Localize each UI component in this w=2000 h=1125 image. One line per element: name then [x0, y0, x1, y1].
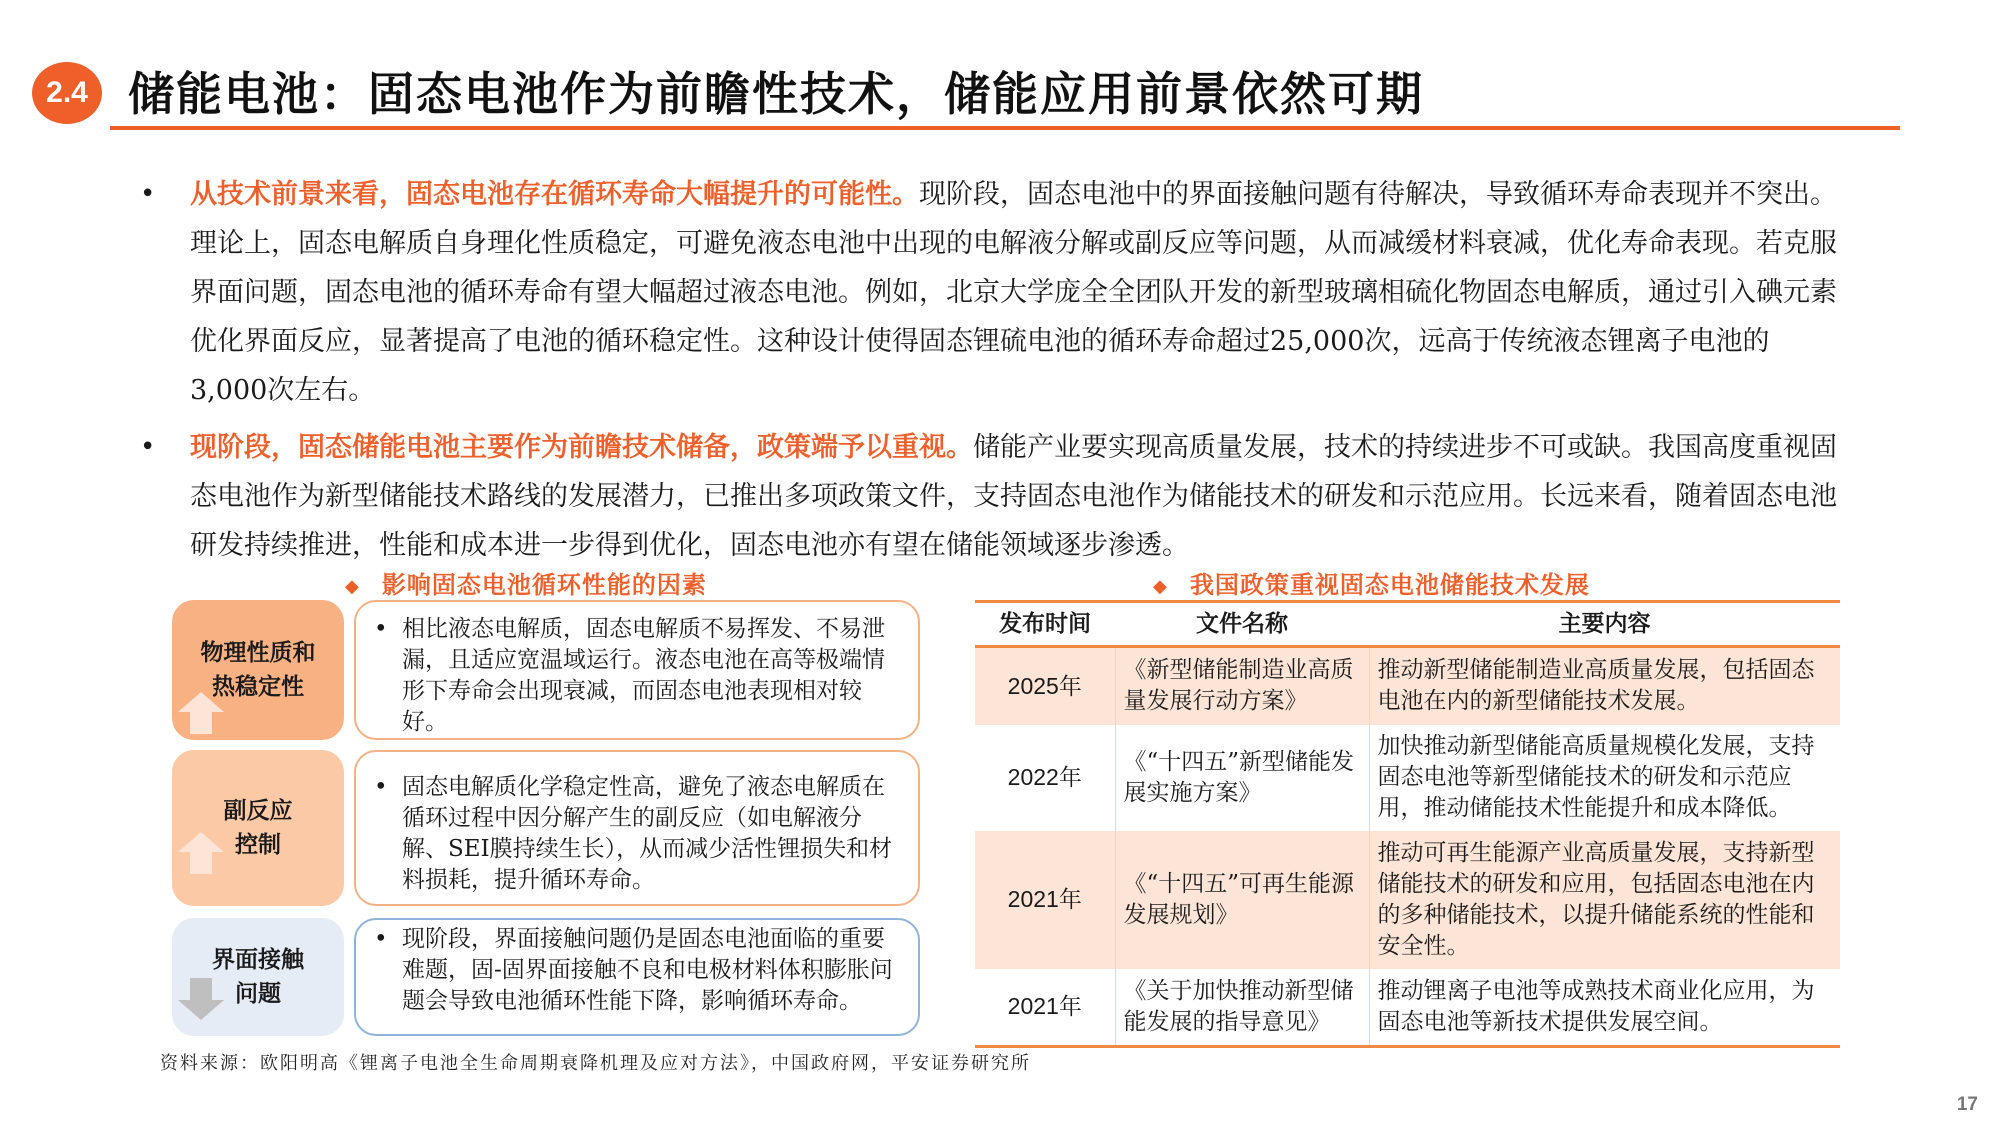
factor-label-interface: [172, 918, 344, 1036]
arrow-down-icon: [178, 978, 224, 1020]
content-cell: 推动可再生能源产业高质量发展，支持新型储能技术的研发和应用，包括固态电池在内的多种储能技术，以提升储能系统的性能和安全性。: [1369, 831, 1840, 969]
page-title: 储能电池：固态电池作为前瞻性技术，储能应用前景依然可期: [128, 67, 1424, 121]
factors-section-title: [345, 565, 707, 600]
column-header: 文件名称: [1115, 602, 1369, 647]
content-cell: 推动新型储能制造业高质量发展，包括固态电池在内的新型储能技术发展。: [1369, 647, 1840, 725]
bullet-item: [140, 170, 1840, 415]
table-header-row: [975, 602, 1840, 647]
content-cell: 加快推动新型储能高质量规模化发展，支持固态电池等新型储能技术的研发和示范应用，推动储能技术性能提升和成本降低。: [1369, 725, 1840, 831]
bullet-text: 现阶段，固态电池中的界面接触问题有待解决，导致循环寿命表现并不突出。理论上，固态电解质自身理化性质稳定，可避免液态电池中出现的电解液分解或副反应等问题，从而减缓材料衰减，优化寿命表现。若克服界面问题，固态电池的循环寿命有望大幅超过液态电池。例如，北京大学庞全全团队开发的新型玻璃相硫化物固态电解质，通过引入碘元素优化界面反应，显著提高了电池的循环稳定性。这种设计使得固态锂硫电池的循环寿命超过25,000次，远高于传统液态锂离子电池的3,000次左右。: [190, 179, 1837, 406]
bullet-item: [140, 423, 1840, 570]
factor-text: 相比液态电解质，固态电解质不易挥发、不易泄漏，且适应宽温域运行。液态电池在高等极端情形下寿命会出现衰减，而固态电池表现相对较好。: [402, 616, 885, 735]
factor-label-line: 热稳定性: [212, 674, 304, 700]
bullet-highlight: 现阶段，固态储能电池主要作为前瞻技术储备，政策端予以重视。: [190, 432, 973, 463]
table-row: [975, 725, 1840, 831]
policy-table: [975, 600, 1840, 1048]
factor-text: 固态电解质化学稳定性高，避免了液态电解质在循环过程中因分解产生的副反应（如电解液分解、SEI膜持续生长），从而减少活性锂损失和材料损耗，提升循环寿命。: [402, 774, 893, 893]
table-row: [975, 647, 1840, 725]
title-divider: [110, 126, 1900, 130]
year-cell: 2021年: [975, 969, 1115, 1047]
year-cell: 2021年: [975, 831, 1115, 969]
doc-cell: 《“十四五”可再生能源发展规划》: [1115, 831, 1369, 969]
diamond-icon: ◆: [345, 575, 360, 597]
factor-text: 现阶段，界面接触问题仍是固态电池面临的重要难题，固-固界面接触不良和电极材料体积膨胀问题会导致电池循环性能下降，影响循环寿命。: [402, 926, 893, 1014]
factor-label-line: 物理性质和: [200, 640, 316, 666]
arrow-up-icon: [178, 832, 224, 874]
diamond-icon: ◆: [1153, 575, 1168, 597]
factor-label-line: 问题: [235, 981, 281, 1007]
policy-title-text: 我国政策重视固态电池储能技术发展: [1189, 571, 1590, 599]
factor-label-line: 副反应: [223, 798, 293, 824]
column-header: 发布时间: [975, 602, 1115, 647]
bullet-dot-icon: •: [140, 432, 156, 462]
doc-cell: 《新型储能制造业高质量发展行动方案》: [1115, 647, 1369, 725]
bullet-dot-icon: •: [374, 616, 388, 642]
content-cell: 推动锂离子电池等成熟技术商业化应用，为固态电池等新技术提供发展空间。: [1369, 969, 1840, 1047]
bullet-dot-icon: •: [374, 774, 388, 800]
page-number: 17: [1956, 1094, 1978, 1115]
factor-box-side-reaction: [354, 750, 920, 906]
factor-box-interface: [354, 918, 920, 1036]
column-header: 主要内容: [1369, 602, 1840, 647]
factor-label-line: 界面接触: [212, 947, 304, 973]
arrow-up-icon: [178, 692, 224, 734]
table-row: [975, 831, 1840, 969]
factor-label-side-reaction: [172, 750, 344, 906]
doc-cell: 《“十四五”新型储能发展实施方案》: [1115, 725, 1369, 831]
doc-cell: 《关于加快推动新型储能发展的指导意见》: [1115, 969, 1369, 1047]
year-cell: 2025年: [975, 647, 1115, 725]
source-note: 资料来源：欧阳明高《锂离子电池全生命周期衰降机理及应对方法》，中国政府网，平安证券研究所: [160, 1053, 1031, 1074]
factor-box-physical: [354, 600, 920, 740]
bullet-text: 储能产业要实现高质量发展，技术的持续进步不可或缺。我国高度重视固态电池作为新型储能技术路线的发展潜力，已推出多项政策文件，支持固态电池作为储能技术的研发和示范应用。长远来看，随着固态电池研发持续推进，性能和成本进一步得到优化，固态电池亦有望在储能领域逐步渗透。: [190, 432, 1837, 561]
bullet-highlight: 从技术前景来看，固态电池存在循环寿命大幅提升的可能性。: [190, 179, 919, 210]
section-number-badge: 2.4: [32, 62, 102, 124]
policy-section-title: [1153, 565, 1590, 600]
bullet-dot-icon: •: [374, 926, 388, 952]
bullet-list: [140, 170, 1840, 578]
factors-title-text: 影响固态电池循环性能的因素: [381, 571, 707, 599]
table-row: [975, 969, 1840, 1047]
factor-label-line: 控制: [235, 832, 281, 858]
factor-label-physical: [172, 600, 344, 740]
bullet-dot-icon: •: [140, 179, 156, 209]
year-cell: 2022年: [1007, 764, 1082, 790]
